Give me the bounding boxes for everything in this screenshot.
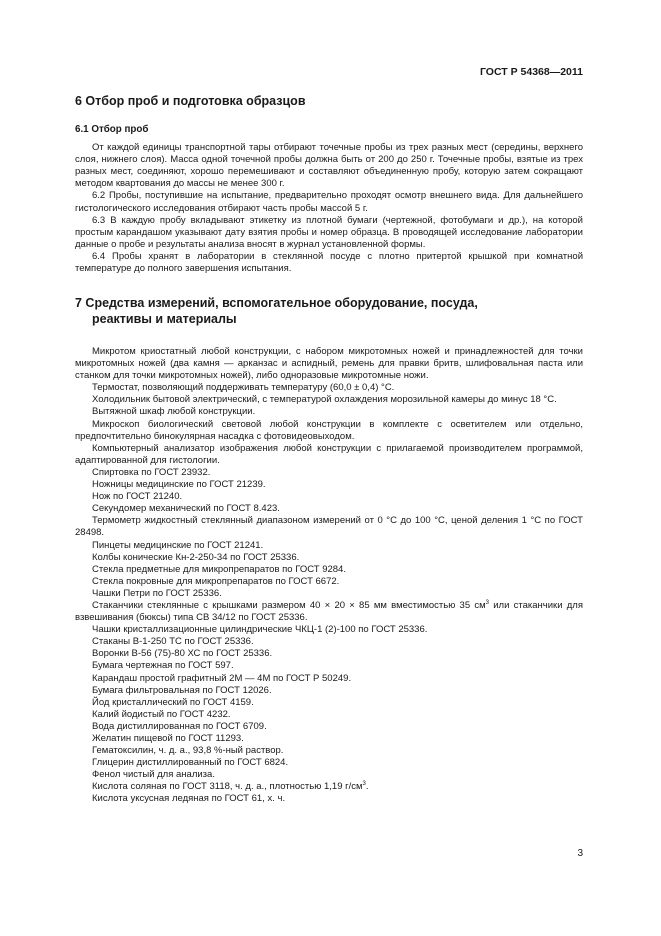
list-item: Стекла предметные для микропрепаратов по ГОСТ 9284. <box>92 563 346 575</box>
list-item: Нож по ГОСТ 21240. <box>92 491 183 503</box>
list-item: Ножницы медицинские по ГОСТ 21239. <box>92 479 266 491</box>
section-7-title-line2: реактивы и материалы <box>92 312 237 326</box>
list-item: Стаканы В-1-250 ТС по ГОСТ 25336. <box>92 636 254 648</box>
paragraph: Микротом криостатный любой конструкции, с набором микротомных ножей и принадлежностей для точки микротомных ножей (два камня — арканзас и аспидный, ремень для правки бритв, шлифовальная паста или станком для точки микротомных ножей), либо одноразовые микротомные ножи. <box>75 346 583 382</box>
superscript: 3 <box>362 781 366 788</box>
list-item: Спиртовка по ГОСТ 23932. <box>92 466 211 478</box>
list-item: Карандаш простой графитный 2М — 4М по ГОСТ Р 50249. <box>92 672 352 684</box>
page-number: 3 <box>577 848 583 859</box>
list-item: Чашки Петри по ГОСТ 25336. <box>92 587 222 599</box>
paragraph: Вытяжной шкаф любой конструкции. <box>92 406 256 418</box>
beakers-text-end: или стаканчики для взвешивания (бюксы) типа СВ 34/12 по ГОСТ 25336. <box>75 599 583 624</box>
list-item: Кислота уксусная ледяная по ГОСТ 61, х. ч. <box>92 793 286 805</box>
list-item: Фенол чистый для анализа. <box>92 769 215 781</box>
paragraph: Термометр жидкостный стеклянный диапазоном измерений от 0 °С до 100 °С, ценой деления 1 °С по ГОСТ 28498. <box>75 515 583 539</box>
list-item: Секундомер механический по ГОСТ 8.423. <box>92 503 280 515</box>
list-item: Глицерин дистиллированный по ГОСТ 6824. <box>92 757 289 769</box>
list-item: Вода дистиллированная по ГОСТ 6709. <box>92 720 267 732</box>
section-7 <box>75 295 583 806</box>
list-item: Йод кристаллический по ГОСТ 4159. <box>92 696 254 708</box>
section-7-title <box>75 295 583 327</box>
paragraph: 6.3 В каждую пробу вкладывают этикетку из плотной бумаги (чертежной, фотобумаги и др.), на которой простым карандашом указывают дату взятия пробы и номер образца. В проводящей исследование лаборатории данные о пробе и результаты анализа вносят в журнал установленной формы. <box>75 214 583 250</box>
acid-text: Кислота соляная по ГОСТ 3118, ч. д. а., плотностью 1,19 г/см <box>92 781 363 793</box>
paragraph: От каждой единицы транспортной тары отбирают точечные пробы из трех разных мест (середины, верхнего слоя, нижнего слоя). Масса одной точечной пробы должна быть от 200 до 250 г. Точечные пробы, взятые из трех разных мест, соединяют, хорошо перемешивают и составляют объединенную пробу, которую затем сокращают методом квартования до массы не менее 300 г. <box>75 142 583 190</box>
list-item: Гематоксилин, ч. д. а., 93,8 %-ный раствор. <box>92 745 284 757</box>
paragraph <box>75 600 583 624</box>
list-item: Стекла покровные для микропрепаратов по ГОСТ 6672. <box>92 575 340 587</box>
list-item: Желатин пищевой по ГОСТ 11293. <box>92 733 244 744</box>
superscript: 3 <box>485 599 489 606</box>
list-item: Калий йодистый по ГОСТ 4232. <box>92 708 231 720</box>
paragraph: 6.2 Пробы, поступившие на испытание, предварительно проходят осмотр внешнего вида. Для дальнейшего гистологического исследования отбирают часть пробы массой 5 г. <box>75 190 583 214</box>
section-6 <box>75 93 583 275</box>
section-7-title-line1: 7 Средства измерений, вспомогательное оборудование, посуда, <box>75 296 478 310</box>
paragraph: Микроскоп биологический световой любой конструкции в комплекте с осветителем или отдельно, предпочтительно бинокулярная насадка с фотовидеовыходом. <box>75 418 583 442</box>
paragraph: Компьютерный анализатор изображения любой конструкции с прилагаемой производителем программой, адаптированной для гистологии. <box>75 442 583 466</box>
list-item: Бумага фильтровальная по ГОСТ 12026. <box>92 684 272 696</box>
acid-text-end: . <box>365 781 369 793</box>
list-item: Воронки В-56 (75)-80 ХС по ГОСТ 25336. <box>92 648 273 660</box>
list-item: Бумага чертежная по ГОСТ 597. <box>92 660 234 672</box>
subsection-6-1-title: 6.1 Отбор проб <box>75 124 149 135</box>
section-6-title: 6 Отбор проб и подготовка образцов <box>75 94 306 108</box>
list-item: Чашки кристаллизационные цилиндрические ЧКЦ-1 (2)-100 по ГОСТ 25336. <box>92 624 428 636</box>
paragraph: Термостат, позволяющий поддерживать температуру (60,0 ± 0,4) °С. <box>92 382 395 394</box>
paragraph: 6.4 Пробы хранят в лаборатории в стеклянной посуде с плотно притертой крышкой при комнатной температуре до полного завершения испытания. <box>75 250 583 275</box>
list-item <box>75 781 583 793</box>
beakers-text: Стаканчики стеклянные с крышками размером 40 × 20 × 85 мм вместимостью 35 см <box>92 599 486 611</box>
list-item: Пинцеты медицинские по ГОСТ 21241. <box>92 539 264 551</box>
paragraph: Холодильник бытовой электрический, с температурой охлаждения морозильной камеры до минус 18 °С. <box>92 394 557 406</box>
document-code: ГОСТ Р 54368—2011 <box>479 66 583 78</box>
list-item: Колбы конические Кн-2-250-34 по ГОСТ 25336. <box>92 551 300 563</box>
